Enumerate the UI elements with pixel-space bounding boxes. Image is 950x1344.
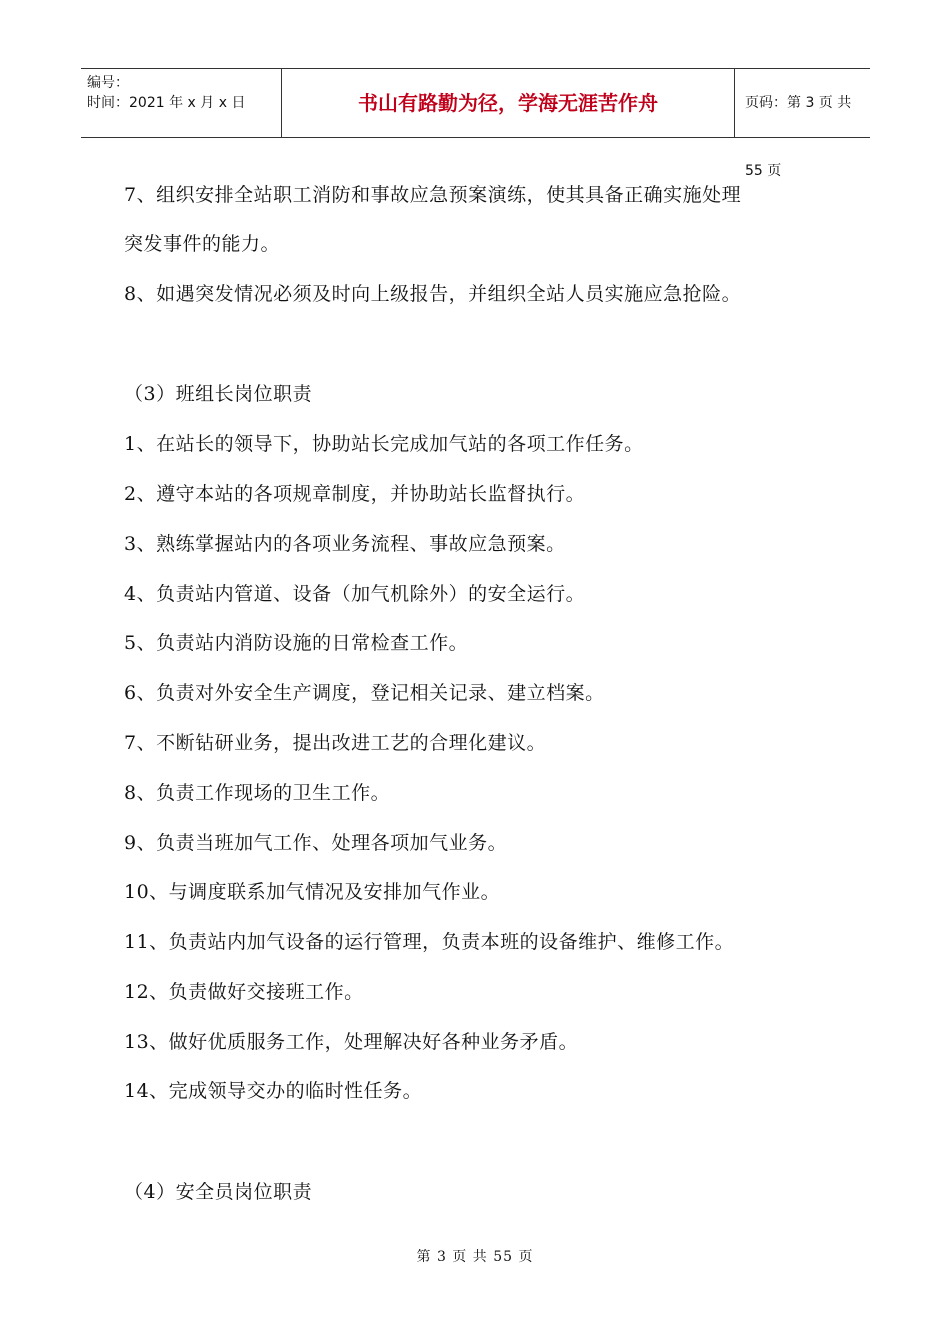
body-line: 7、不断钻研业务，提出改进工艺的合理化建议。 [124, 732, 547, 754]
section-heading: （4）安全员岗位职责 [124, 1181, 313, 1203]
body-line: 1、在站长的领导下，协助站长完成加气站的各项工作任务。 [124, 433, 644, 455]
body-line: 2、遵守本站的各项规章制度，并协助站长监督执行。 [124, 483, 586, 505]
body-line: 6、负责对外安全生产调度，登记相关记录、建立档案。 [124, 682, 605, 704]
body-line: 12、负责做好交接班工作。 [124, 981, 364, 1003]
body-line: 5、负责站内消防设施的日常检查工作。 [124, 632, 469, 654]
document-header [81, 68, 870, 179]
body-line: 13、做好优质服务工作，处理解决好各种业务矛盾。 [124, 1031, 579, 1053]
body-line: 8、负责工作现场的卫生工作。 [124, 782, 391, 804]
body-line: 11、负责站内加气设备的运行管理，负责本班的设备维护、维修工作。 [124, 931, 735, 953]
header-number-label: 编号： [87, 75, 129, 91]
header-page-label: 页码：第 3 页 共 55 页 [745, 95, 852, 179]
body-line: 4、负责站内管道、设备（加气机除外）的安全运行。 [124, 583, 586, 605]
body-line: 14、完成领导交办的临时性任务。 [124, 1080, 423, 1102]
body-line: 3、熟练掌握站内的各项业务流程、事故应急预案。 [124, 533, 566, 555]
section-heading: （3）班组长岗位职责 [124, 383, 313, 405]
page-footer: 第 3 页 共 55 页 [416, 1249, 534, 1265]
body-line: 10、与调度联系加气情况及安排加气作业。 [124, 881, 501, 903]
body-line: 8、如遇突发情况必须及时向上级报告，并组织全站人员实施应急抢险。 [124, 283, 742, 305]
header-time-label: 时间：2021 年 x 月 x 日 [87, 95, 246, 111]
body-line: 9、负责当班加气工作、处理各项加气业务。 [124, 832, 508, 854]
body-line: 7、组织安排全站职工消防和事故应急预案演练，使其具备正确实施处理 [124, 184, 742, 206]
header-meta [81, 69, 281, 137]
header-motto: 书山有路勤为径，学海无涯苦作舟 [281, 69, 735, 137]
body-line: 突发事件的能力。 [124, 233, 281, 255]
